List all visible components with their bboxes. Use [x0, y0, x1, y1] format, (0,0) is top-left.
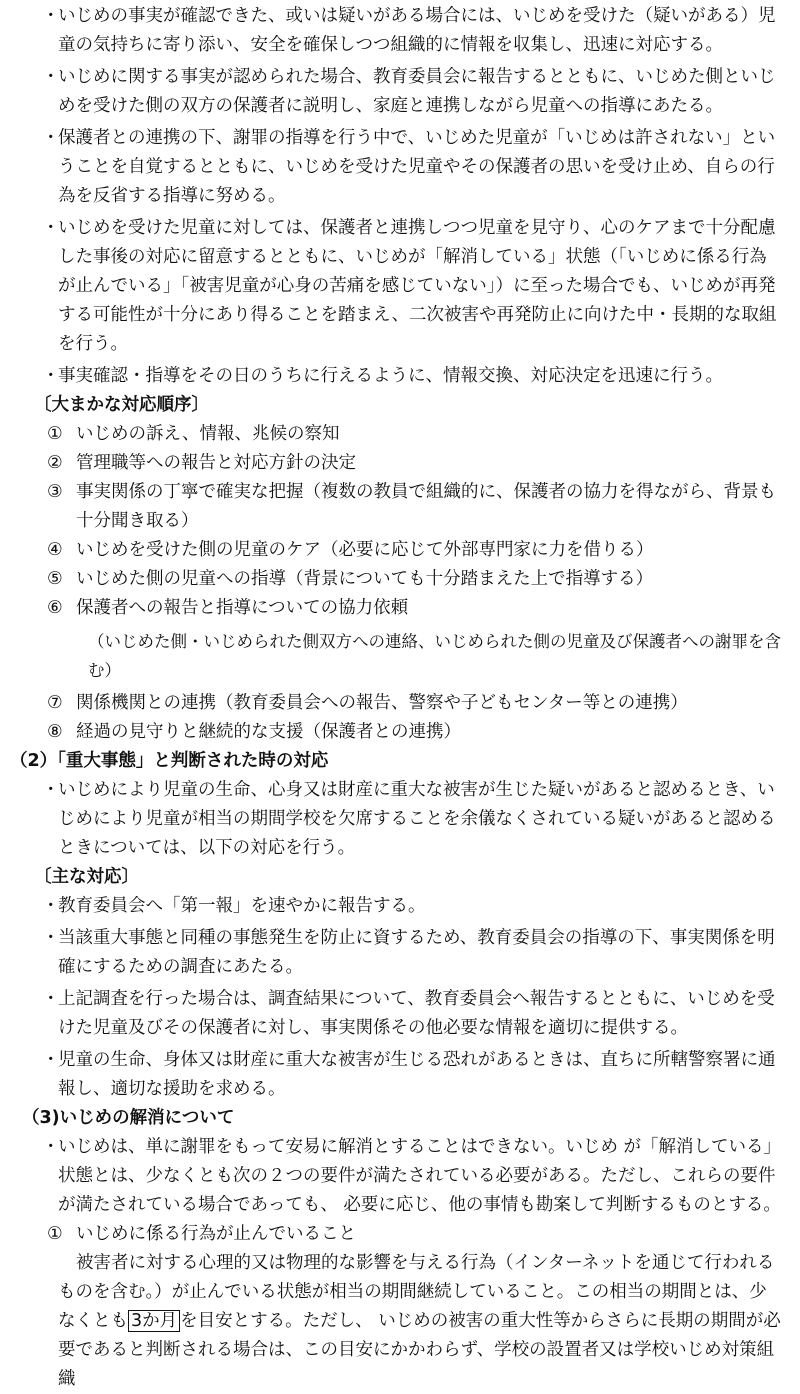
- bullet-item: [0, 1046, 800, 1104]
- bullet-item: [0, 985, 800, 1043]
- flow-step: [0, 420, 800, 449]
- requirement-title: いじめに係る行為が止んでいること: [76, 1224, 356, 1244]
- bullet-text: 当該重大事態と同種の事態発生を防止に資するため、教育委員会の指導の下、事実関係を明確にするための調査にあたる。: [58, 928, 775, 977]
- bullet-text: 保護者との連携の下、謝罪の指導を行う中で、いじめた児童が「いじめは許されない」ということを自覚するとともに、いじめを受けた児童やその保護者の思いを受け止め、自らの行為を反省する指導に努める。: [58, 128, 776, 206]
- step-number: ④: [47, 540, 63, 560]
- section2-intro: [0, 776, 800, 863]
- step-number: ③: [47, 482, 63, 502]
- bullet-item: [0, 892, 800, 921]
- flow-step: [0, 594, 800, 623]
- bullet-item: [0, 63, 800, 121]
- bullet-item: [0, 214, 800, 359]
- step-number: ⑤: [47, 569, 63, 589]
- bullet-mark: ・: [42, 896, 60, 916]
- bullet-text: 上記調査を行った場合は、調査結果について、教育委員会へ報告するとともに、いじめを受けた児童及びその保護者に対し、事実関係その他必要な情報を適切に提供する。: [58, 989, 775, 1038]
- requirement-body: [0, 1249, 800, 1394]
- step-text: 事実関係の丁寧で確実な把握（複数の教員で組織的に、保護者の協力を得ながら、背景も十分聞き取る）: [76, 482, 776, 531]
- requirement-number: ①: [47, 1224, 63, 1244]
- bullet-item: [0, 362, 800, 391]
- flow-step: [0, 478, 800, 536]
- step-number: ⑧: [47, 722, 63, 742]
- step-text: 関係機関との連携（教育委員会への報告、警察や子どもセンター等との連携）: [76, 693, 688, 713]
- bullet-mark: ・: [42, 128, 60, 148]
- bullet-item: [0, 924, 800, 982]
- bullet-mark: ・: [42, 928, 60, 948]
- step-text: いじめの訴え、情報、兆候の察知: [76, 424, 340, 444]
- bullet-mark: ・: [42, 6, 60, 26]
- section3-intro: [0, 1133, 800, 1220]
- requirement-item: [0, 1220, 800, 1249]
- section2-subheading: 〔主な対応〕: [34, 867, 139, 887]
- bullet-text: 児童の生命、身体又は財産に重大な被害が生じる恐れがあるときは、直ちに所轄警察署に通報し、適切な援助を求める。: [58, 1050, 776, 1099]
- bullet-mark: ・: [42, 1137, 60, 1157]
- bullet-mark: ・: [42, 366, 60, 386]
- bullet-item: [0, 124, 800, 211]
- bullet-mark: ・: [42, 1050, 60, 1070]
- step-text: いじめを受けた側の児童のケア（必要に応じて外部専門家に力を借りる）: [76, 540, 654, 560]
- step-text: 経過の見守りと継続的な支援（保護者との連携）: [76, 722, 461, 742]
- flow-step: [0, 565, 800, 594]
- bullet-mark: ・: [42, 67, 60, 87]
- requirement-body-text-cont: を目安とする。ただし、 いじめの被害の重大性等からさらに長期の期間が必要であると判断される場合は、この目安にかかわらず、学校の設置者又は学校いじめ対策組織: [58, 1311, 781, 1389]
- step-text: 保護者への報告と指導についての協力依頼: [76, 598, 409, 618]
- section2-heading: （2）「重大事態」と判断された時の対応: [10, 751, 329, 771]
- step-text: いじめた側の児童への指導（背景についても十分踏まえた上で指導する）: [76, 569, 654, 589]
- bullet-text: いじめを受けた児童に対しては、保護者と連携しつつ児童を見守り、心のケアまで十分配慮した事後の対応に留意するとともに、いじめが「解消している」状態（「いじめに係る行為が止んでいる」「被害児童が心身の苦痛を感じていない」）に至った場合でも、いじめが再発する可能性が十分にあり得ることを踏まえ、二次被害や再発防止に向けた中・長期的な取組を行う。: [58, 218, 777, 354]
- bullet-text: いじめは、単に謝罪をもって安易に解消とすることはできない。いじめ が「解消している」状態とは、少なくとも次の２つの要件が満たされている必要がある。ただし、これらの要件が満たされている場合であっても、 必要に応じ、他の事情も勘案して判断するものとする。: [58, 1137, 782, 1215]
- bullet-text: 教育委員会へ「第一報」を速やかに報告する。: [58, 896, 426, 916]
- step-number: ①: [47, 424, 63, 444]
- document-page: [0, 2, 800, 1394]
- flow-step: [0, 689, 800, 718]
- bullet-text: いじめにより児童の生命、心身又は財産に重大な被害が生じた疑いがあると認めるとき、いじめにより児童が相当の期間学校を欠席することを余儀なくされている疑いがあると認めるときについては、以下の対応を行う。: [58, 780, 776, 858]
- period-box: 3か月: [128, 1310, 180, 1332]
- bullet-text: 事実確認・指導をその日のうちに行えるように、情報交換、対応決定を迅速に行う。: [58, 366, 723, 386]
- step-number: ⑥: [47, 598, 63, 618]
- bullet-text: いじめの事実が確認できた、或いは疑いがある場合には、いじめを受けた（疑いがある）児童の気持ちに寄り添い、安全を確保しつつ組織的に情報を収集し、迅速に対応する。: [58, 6, 776, 55]
- bullet-mark: ・: [42, 218, 60, 238]
- step-number: ②: [47, 453, 63, 473]
- requirement-body-text: 被害者に対する心理的又は物理的な影響を与える行為（インターネットを通じて行われるものを含む。）が止んでいる状態が相当の期間継続していること。この相当の期間とは、少なくとも: [58, 1253, 775, 1331]
- bullet-text: いじめに関する事実が認められた場合、教育委員会に報告するとともに、いじめた側といじめを受けた側の双方の保護者に説明し、家庭と連携しながら児童への指導にあたる。: [58, 67, 776, 116]
- step-number: ⑦: [47, 693, 63, 713]
- bullet-mark: ・: [42, 989, 60, 1009]
- flow-note: （いじめた側・いじめられた側双方への連絡、いじめられた側の児童及び保護者への謝罪を含む）: [88, 632, 781, 680]
- flow-step: [0, 536, 800, 565]
- flow-heading: 〔大まかな対応順序〕: [34, 395, 209, 415]
- flow-step: [0, 718, 800, 747]
- step-text: 管理職等への報告と対応方針の決定: [76, 453, 356, 473]
- bullet-item: [0, 2, 800, 60]
- flow-step: [0, 449, 800, 478]
- section3-heading: （3)いじめの解消について: [22, 1108, 235, 1128]
- bullet-mark: ・: [42, 780, 60, 800]
